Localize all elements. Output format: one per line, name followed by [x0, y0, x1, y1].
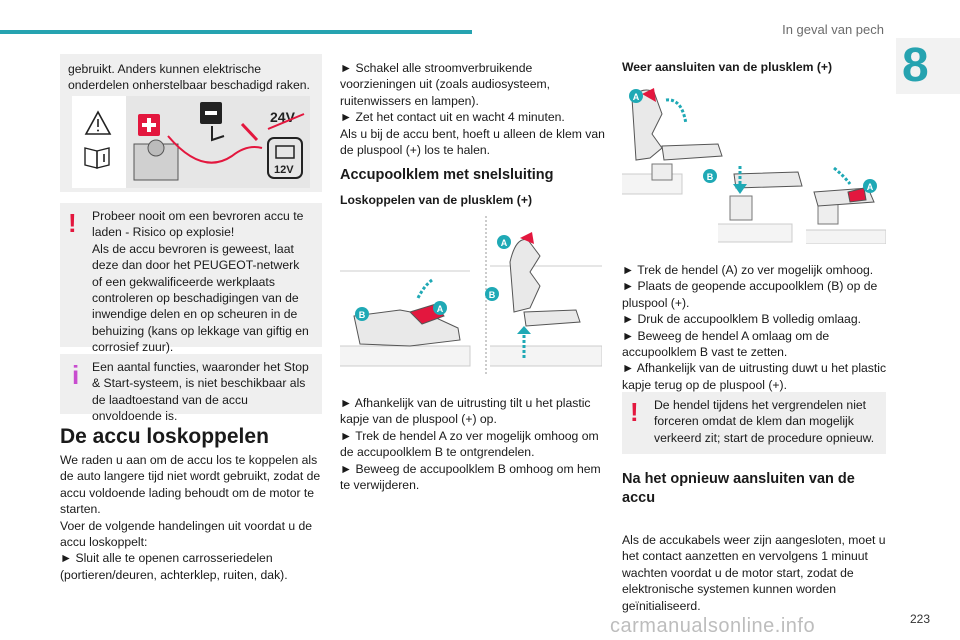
- fig2-label-b-right: B: [488, 290, 496, 300]
- col2-steps: [340, 60, 606, 158]
- after-reconnect-heading: Na het opnieuw aansluiten van de accu: [622, 471, 855, 506]
- col3-step-1: ► Trek de hendel (A) zo ver mogelijk omhoog.: [622, 263, 874, 277]
- disconnect-clamp-figure: [340, 216, 602, 376]
- stop-start-info-note: [60, 354, 322, 424]
- page-number: 223: [909, 612, 930, 626]
- stop-start-info-text: Een aantal functies, waaronder het Stop & Start-systeem, is niet beschikbaar als de laadtoestand van de accu onvoldoende is.: [92, 360, 309, 424]
- voltage-24v-label: 24V: [270, 109, 295, 125]
- fig3-label-a-left: A: [632, 92, 640, 102]
- exclamation-icon: !: [68, 208, 77, 238]
- reconnect-plus-subheading: Weer aansluiten van de plusklem (+): [622, 60, 833, 74]
- header-accent-bar: [0, 30, 472, 34]
- info-icon: i: [72, 360, 80, 390]
- lever-warning-note: [622, 392, 886, 454]
- col3-step-4: ► Beweeg de hendel A omlaag om de accupoolklem B vast te zetten.: [622, 328, 830, 360]
- freeze-warning-text: Probeer nooit om een bevroren accu te laden - Risico op explosie! Als de accu bevroren is geweest, laat deze dan door het PEUGEOT-netwerk of een gekwalificeerde werkplaats controleren op beschadigingen van de inwendige delen en op scheuren in de behuizing (kans op lekkage van giftig en corrosief zuur).: [92, 209, 309, 355]
- fig2-label-b-left: B: [358, 310, 366, 320]
- fig2-label-a-right: A: [500, 238, 508, 248]
- col2-step-1: ► Schakel alle stroomverbruikende voorzieningen uit (zoals audiosysteem, ruitenwissers en lampen).: [340, 61, 551, 108]
- disconnect-body-3: ► Sluit alle te openen carrosseriedelen (portieren/deuren, achterklep, ruiten, dak).: [60, 551, 288, 582]
- col2-bottom-3: ► Beweeg de accupoolklem B omhoog om hem te verwijderen.: [340, 461, 601, 493]
- disconnect-body: [60, 452, 324, 583]
- battery-12v-label: 12V: [274, 164, 294, 176]
- fig2-label-a-left: A: [436, 304, 444, 314]
- col2-step-2: ► Zet het contact uit en wacht 4 minuten.: [340, 110, 565, 125]
- disconnect-body-1: We raden u aan om de accu los te koppelen als de auto langere tijd niet wordt gebruikt, zodat de accu voldoende lading behoudt om de motor te starten.: [60, 453, 321, 517]
- col3-steps: [622, 262, 888, 393]
- after-reconnect-text: Als de accukabels weer zijn aangesloten, moet u het contact aanzetten en vervolgens 1 minuut wachten voordat u de motor start, zodat de elektronische systemen kunnen worden geïnitialiseerd.: [622, 533, 886, 613]
- freeze-warning-note: [60, 203, 322, 355]
- col2-step-3: Als u bij de accu bent, hoeft u alleen de klem van de pluspool (+) los te halen.: [340, 126, 605, 158]
- section-title: In geval van pech: [782, 22, 884, 37]
- fig3-label-a-right: A: [866, 182, 874, 192]
- col3-step-5: ► Afhankelijk van de uitrusting duwt u het plastic kapje terug op de pluspool (+).: [622, 361, 887, 392]
- quick-release-heading: Accupoolklem met snelsluiting: [340, 167, 554, 183]
- lever-warning-text: De hendel tijdens het vergrendelen niet forceren omdat de klem dan mogelijk verkeerd zit; start de procedure opnieuw.: [654, 398, 875, 445]
- fig3-label-b: B: [706, 172, 714, 182]
- reconnect-clamp-figure: [622, 84, 886, 244]
- col3-step-2: ► Plaats de geopende accupoolklem (B) op de pluspool (+).: [622, 279, 878, 310]
- disconnect-heading: De accu loskoppelen: [60, 425, 269, 448]
- disconnect-plus-subheading: Loskoppelen van de plusklem (+): [340, 193, 533, 207]
- charger-warning-figure: [72, 96, 310, 188]
- chapter-number: 8: [902, 39, 929, 92]
- exclamation-icon: !: [630, 397, 639, 427]
- col2-bottom-2: ► Trek de hendel A zo ver mogelijk omhoog om de accupoolklem B te ontgrendelen.: [340, 428, 599, 460]
- disconnect-body-2: Voer de volgende handelingen uit voordat u de accu loskoppelt:: [60, 518, 313, 550]
- col3-step-3: ► Druk de accupoolklem B volledig omlaag.: [622, 312, 862, 327]
- col2-bottom-steps: [340, 395, 606, 493]
- intro-text: gebruikt. Anders kunnen elektrische onderdelen onherstelbaar beschadigd raken.: [68, 62, 310, 93]
- col2-bottom-1: ► Afhankelijk van de uitrusting tilt u het plastic kapje van de pluspool (+) op.: [340, 396, 591, 427]
- watermark: carmanualsonline.info: [610, 615, 816, 637]
